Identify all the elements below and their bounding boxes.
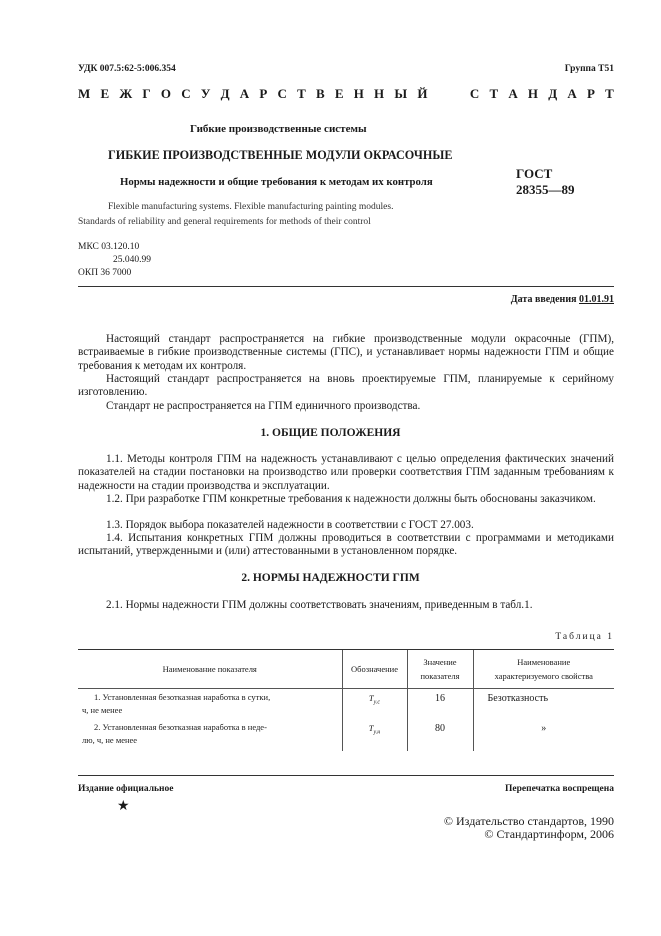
banner-letter: Т — [489, 86, 499, 101]
banner-letter: А — [508, 86, 518, 101]
star-icon: ★ — [117, 799, 130, 814]
row-2-name-a: 2. Установленная безотказная наработка в неде- — [94, 722, 267, 732]
intro-date — [511, 294, 614, 305]
table-row — [78, 719, 614, 751]
row-2-value: 80 — [407, 719, 473, 751]
banner-letter: Р — [259, 86, 268, 101]
col-header-symbol: Обозначение — [342, 650, 407, 688]
table-header-row — [78, 650, 614, 688]
banner-letter: С — [277, 86, 287, 101]
col-header-name: Наименование показателя — [162, 663, 257, 674]
section-1-p1: 1.1. Методы контроля ГПМ на надежность устанавливают с целью определения фактических значений показателей на стадии постановки на производство или проверки соответствия ГПМ заданным требованиям к надежности на стадии производства и эксплуатации. — [78, 453, 614, 492]
banner-letter: Т — [605, 86, 614, 101]
subtitle: Гибкие производственные системы — [190, 123, 367, 135]
reliability-table — [78, 649, 614, 751]
udk-code: УДК 007.5:62-5:006.354 — [78, 64, 176, 74]
intro-paragraph-2: Настоящий стандарт распространяется на вновь проектируемые ГПМ, планируемые к серийному изготовлению. — [78, 373, 614, 399]
banner-letter: Н — [353, 86, 364, 101]
banner-letter: А — [567, 86, 577, 101]
row-2-name-b: лю, ч, не менее — [82, 735, 138, 745]
gost-label: ГОСТ — [516, 166, 553, 181]
row-2-symbol — [342, 719, 407, 751]
col-header-value — [407, 650, 473, 688]
banner-letter: У — [200, 86, 211, 101]
main-title: ГИБКИЕ ПРОИЗВОДСТВЕННЫЕ МОДУЛИ ОКРАСОЧНЫЕ — [108, 148, 453, 162]
table-caption: Таблица 1 — [555, 632, 614, 642]
section-1-p4: 1.4. Испытания конкретных ГПМ должны проводиться в соответствии с программами и методиками испытаний, утвержденными и (или) аттестованными в установленном порядке. — [78, 532, 614, 558]
row-1-name-a: 1. Установленная безотказная наработка в сутки, — [94, 692, 271, 702]
banner-letter: С — [181, 86, 191, 101]
col-header-value-b: показателя — [420, 670, 460, 681]
english-title-2: Standards of reliability and general requirements for methods of their control — [78, 217, 371, 227]
okp-code: ОКП 36 7000 — [78, 268, 132, 278]
table-row — [78, 689, 614, 719]
copyright-1: © Издательство стандартов, 1990 — [443, 814, 614, 828]
banner-letter: Т — [297, 86, 306, 101]
banner-letter: Е — [334, 86, 344, 101]
section-2-p1: 2.1. Нормы надежности ГПМ должны соответствовать значениям, приведенным в табл.1. — [106, 599, 533, 611]
reprint-label: Перепечатка воспрещена — [504, 784, 614, 794]
banner-letter: В — [315, 86, 325, 101]
banner-letter: Р — [587, 86, 595, 101]
intro-paragraph-3: Стандарт не распространяется на ГПМ единичного производства. — [106, 400, 421, 412]
col-header-property — [473, 650, 614, 688]
row-2-sub: у.н — [373, 729, 381, 736]
row-1-property: Безотказность — [473, 689, 614, 719]
row-2-name — [78, 719, 342, 751]
banner-letter: Е — [100, 86, 110, 101]
gost-number: 28355—89 — [516, 182, 575, 197]
banner-letter: Д — [548, 86, 558, 101]
section-2-heading: 2. НОРМЫ НАДЕЖНОСТИ ГПМ — [241, 572, 420, 584]
sub-title: Нормы надежности и общие требования к методам их контроля — [120, 176, 433, 188]
row-1-sub: у.с — [373, 699, 381, 706]
standard-banner — [78, 86, 614, 102]
banner-letter: Ы — [394, 86, 408, 101]
banner-letter: Г — [142, 86, 151, 101]
banner-letter: М — [78, 86, 91, 101]
row-1-name-b: ч, не менее — [82, 705, 123, 715]
banner-gap — [438, 86, 460, 102]
banner-letter: Н — [374, 86, 385, 101]
row-1-sym: T — [368, 693, 374, 703]
banner-letter: Д — [220, 86, 230, 101]
row-1-value: 16 — [407, 689, 473, 719]
mks-code-2: 25.040.99 — [113, 255, 151, 265]
banner-letter: О — [160, 86, 172, 101]
banner-letter: С — [469, 86, 480, 101]
col-header-value-a: Значение — [423, 656, 457, 667]
row-2-property: » — [473, 719, 614, 751]
row-2-sym: T — [368, 723, 374, 733]
banner-letter: Н — [527, 86, 539, 101]
row-1-symbol — [342, 689, 407, 719]
mks-code: МКС 03.120.10 — [78, 242, 140, 252]
date-label: Дата введения — [510, 294, 577, 305]
footer-divider — [78, 775, 614, 776]
english-title-1: Flexible manufacturing systems. Flexible manufacturing painting modules. — [108, 202, 394, 212]
copyright-2: © Стандартинформ, 2006 — [484, 827, 614, 841]
divider — [78, 286, 614, 287]
intro-paragraph-1: Настоящий стандарт распространяется на гибкие производственные модули окрасочные (ГПМ), встраиваемые в гибкие производственные системы (ГПС), и устанавливает нормы надежности ГПМ и общие требования к методам их контроля. — [78, 333, 614, 372]
group-code: Группа Т51 — [564, 64, 614, 74]
section-1-p2: 1.2. При разработке ГПМ конкретные требования к надежности должны быть обоснованы заказчиком. — [106, 493, 596, 505]
date-value: 01.01.91 — [579, 294, 614, 305]
row-1-name — [78, 689, 342, 719]
section-1-p3: 1.3. Порядок выбора показателей надежности в соответствии с ГОСТ 27.003. — [106, 519, 474, 531]
col-header-property-b: характеризуемого свойства — [494, 670, 593, 681]
col-header-property-a: Наименование — [517, 656, 571, 667]
banner-letter: Й — [417, 86, 428, 101]
banner-letter: Ж — [119, 86, 133, 101]
section-1-heading: 1. ОБЩИЕ ПОЛОЖЕНИЯ — [260, 427, 401, 439]
edition-label: Издание официальное — [78, 784, 174, 794]
banner-letter: А — [239, 86, 250, 101]
